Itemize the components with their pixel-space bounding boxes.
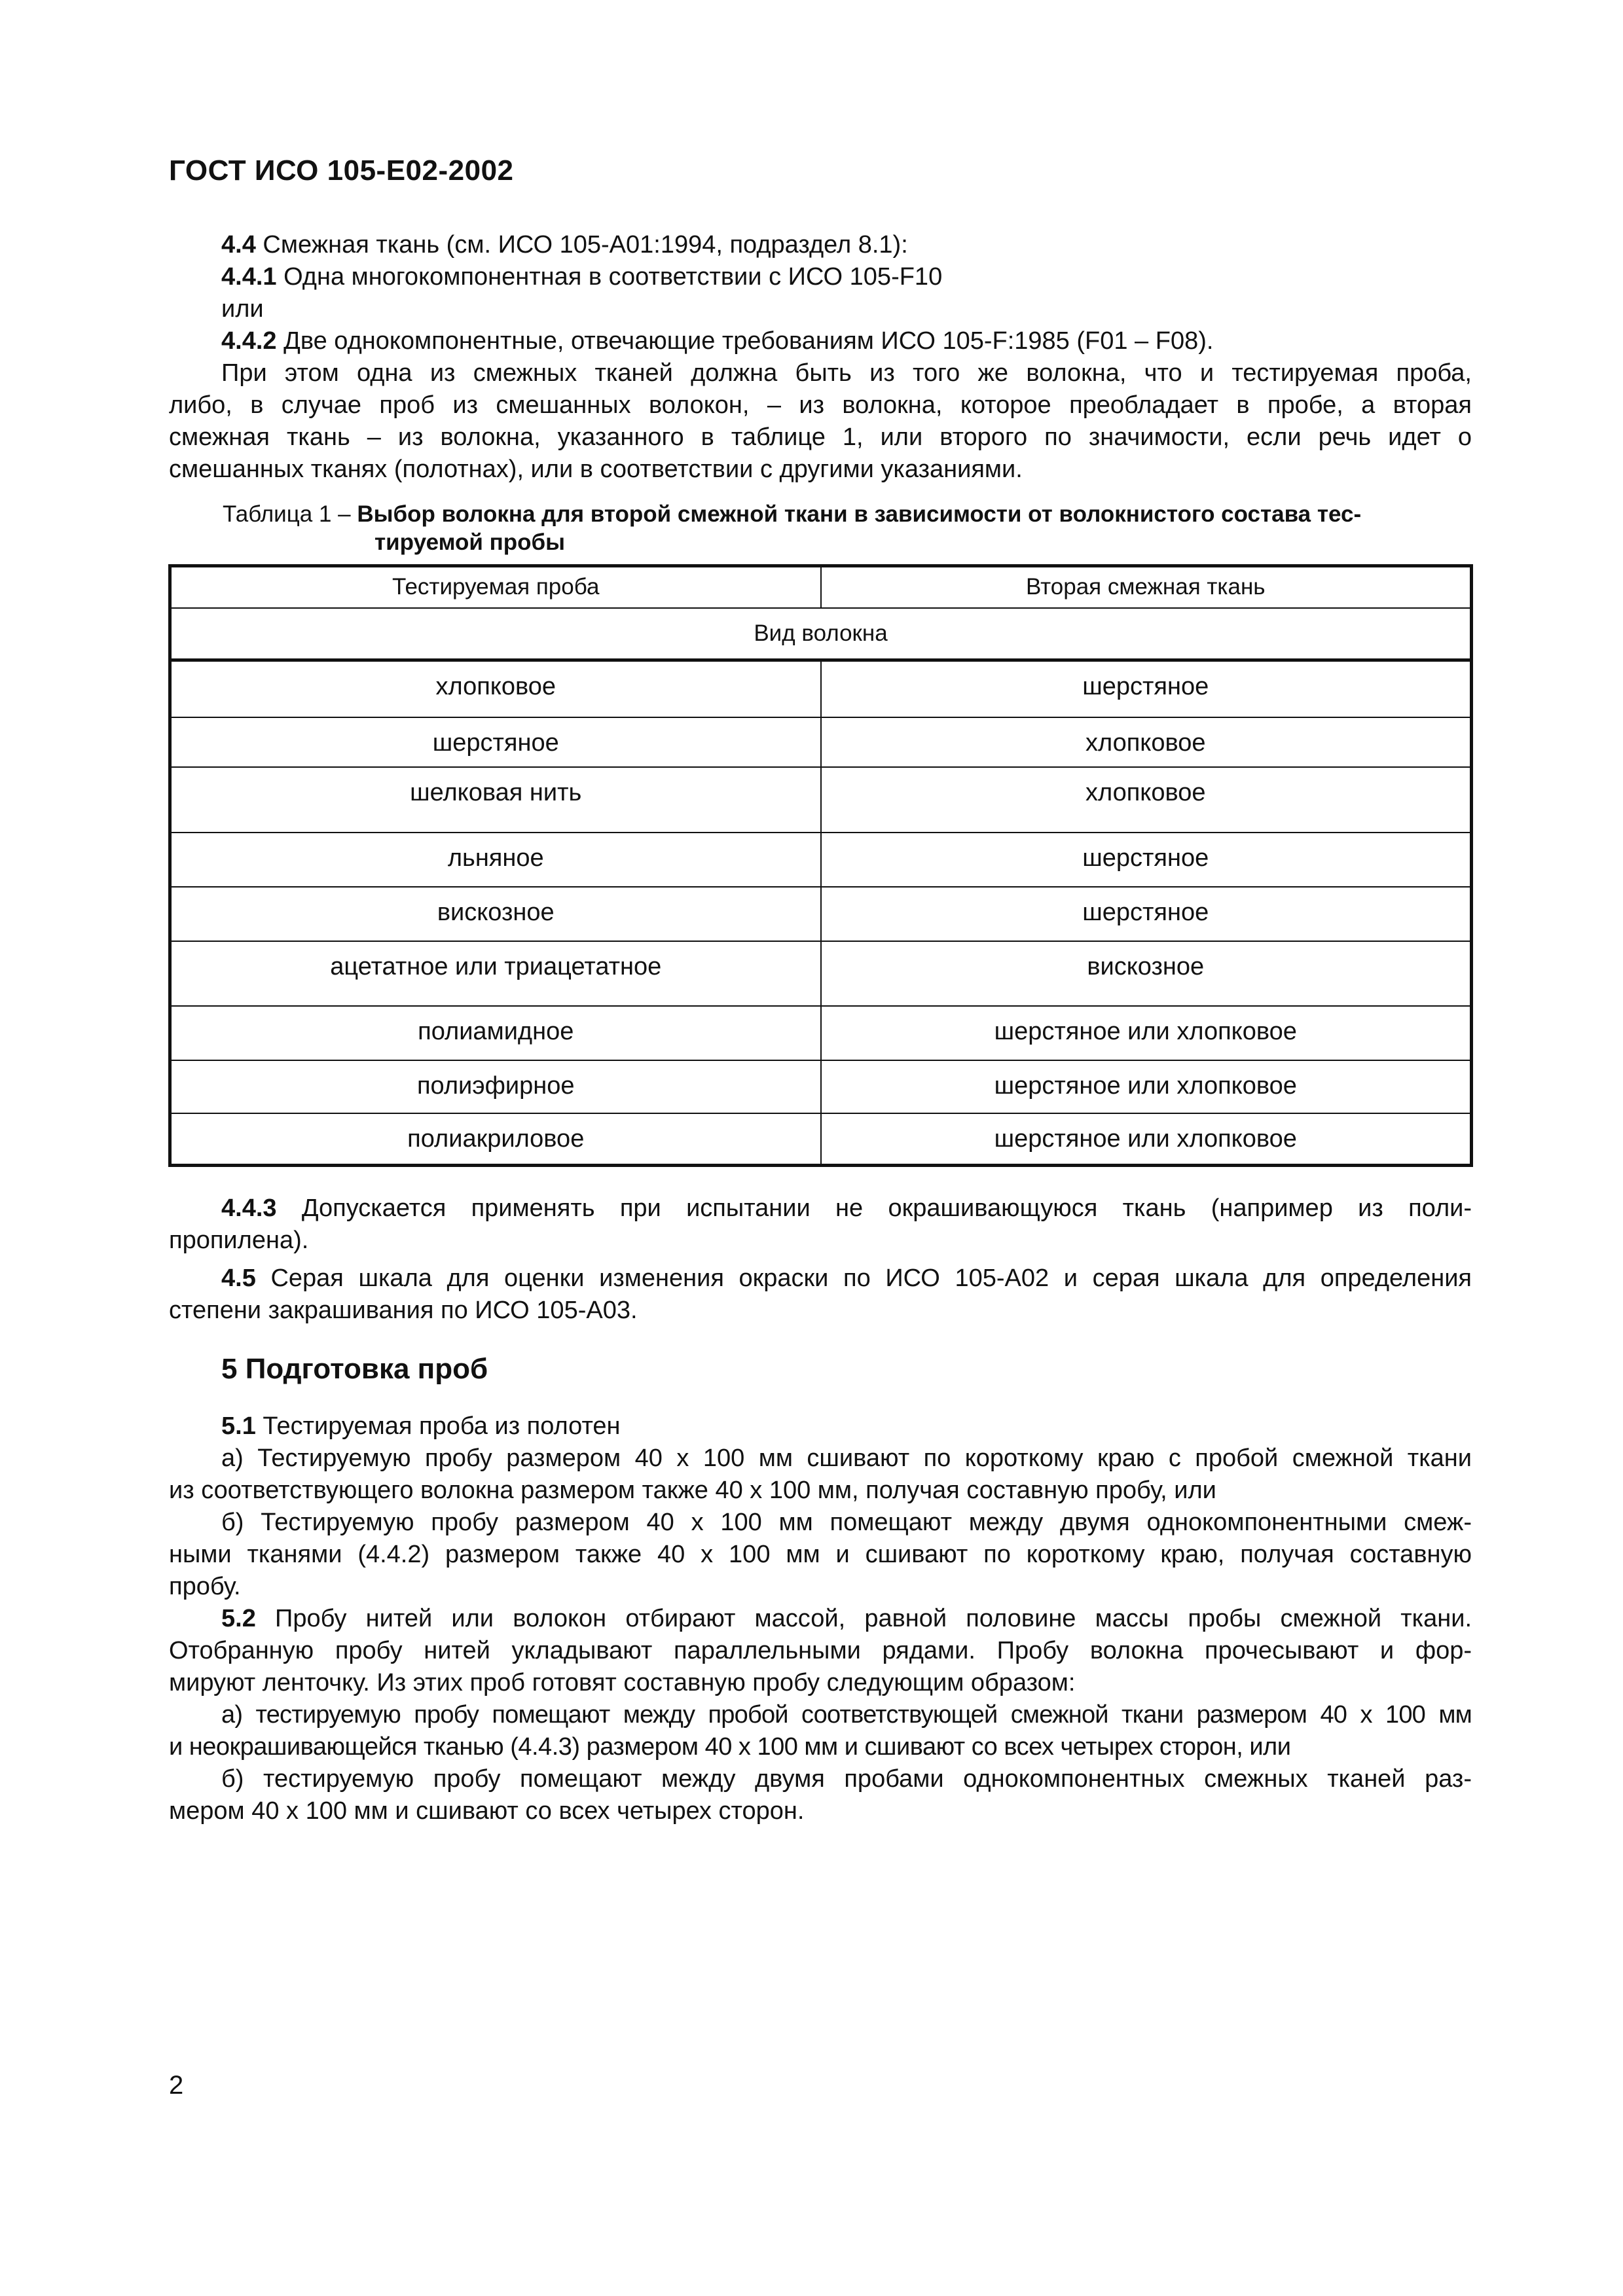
table-cell: шерстяное	[170, 717, 821, 767]
table-cell: шерстяное	[821, 660, 1472, 717]
clause-4-4-2	[221, 325, 1472, 357]
table-row	[170, 660, 1472, 717]
clause-text: Одна многокомпонентная в соответствии с ИСО 105-F10	[276, 263, 943, 291]
table-row	[170, 717, 1472, 767]
table-row	[170, 1113, 1472, 1166]
table-cell: полиакриловое	[170, 1113, 821, 1166]
table-header-row	[170, 566, 1472, 608]
column-subheader-fiber-type: Вид волокна	[170, 608, 1472, 660]
paragraph-line: мером 40 х 100 мм и сшивают со всех четырех сторон.	[169, 1797, 805, 1825]
clause-number: 5.2	[221, 1605, 256, 1632]
table-row	[170, 833, 1472, 887]
table-subheader-row	[170, 608, 1472, 660]
clause-4-5	[221, 1263, 1472, 1295]
table-cell: ацетатное или триацетатное	[170, 941, 821, 1006]
clause-5-2	[221, 1603, 1472, 1635]
paragraph-line: а) тестируемую пробу помещают между пробой соответствующей смежной ткани размером 40 х 100 мм	[221, 1701, 1472, 1729]
paragraph-line: пропилена).	[169, 1227, 309, 1254]
table-caption-continued	[374, 528, 565, 556]
paragraph-line: б) Тестируемую пробу размером 40 х 100 мм помещают между двумя однокомпонентными смеж-	[221, 1509, 1472, 1536]
table-row	[170, 887, 1472, 941]
paragraph-line: и неокрашивающейся тканью (4.4.3) размером 40 х 100 мм и сшивают со всех четырех сторон, или	[169, 1733, 1291, 1761]
clause-text: Две однокомпонентные, отвечающие требованиям ИСО 105-F:1985 (F01 – F08).	[276, 327, 1214, 355]
table-row	[170, 767, 1472, 833]
clause-number: 5.1	[221, 1412, 256, 1440]
clause-text: Допускается применять при испытании не окрашивающуюся ткань (например из поли-	[276, 1194, 1472, 1222]
table-row	[170, 1060, 1472, 1113]
paragraph-line: мируют ленточку. Из этих проб готовят составную пробу следующим образом:	[169, 1669, 1076, 1696]
paragraph-line: степени закрашивания по ИСО 105-А03.	[169, 1297, 638, 1324]
paragraph-line: а) Тестируемую пробу размером 40 х 100 мм сшивают по короткому краю с пробой смежной ткани	[221, 1444, 1472, 1472]
table-cell: хлопковое	[821, 717, 1472, 767]
paragraph-line: ными тканями (4.4.2) размером также 40 х 100 мм и сшивают по короткому краю, получая составную	[169, 1541, 1472, 1568]
clause-5-1	[221, 1410, 1472, 1443]
table-cell: шерстяное	[821, 833, 1472, 887]
clause-or	[221, 293, 1472, 325]
column-header-test-sample: Тестируемая проба	[170, 566, 821, 608]
table-row	[170, 941, 1472, 1006]
table-cell: шерстяное или хлопковое	[821, 1060, 1472, 1113]
clause-number: 4.4	[221, 231, 256, 259]
table-caption	[223, 500, 1361, 528]
paragraph-line: либо, в случае проб из смешанных волокон, – из волокна, которое преобладает в пробе, а вторая	[169, 391, 1472, 419]
clause-text: Пробу нитей или волокон отбирают массой, равной половине массы пробы смежной ткани.	[255, 1605, 1472, 1632]
table-cell: льняное	[170, 833, 821, 887]
clause-4-4	[221, 229, 1472, 261]
page-number: 2	[169, 2071, 184, 2100]
table-cell: шерстяное или хлопковое	[821, 1113, 1472, 1166]
table-cell: полиэфирное	[170, 1060, 821, 1113]
table-cell: вискозное	[821, 941, 1472, 1006]
column-header-second-adjacent-fabric: Вторая смежная ткань	[821, 566, 1472, 608]
clause-text: Тестируемая проба из полотен	[255, 1412, 621, 1440]
clause-text: или	[221, 295, 264, 323]
section-heading: 5 Подготовка проб	[221, 1353, 488, 1385]
clause-4-4-3	[221, 1193, 1472, 1225]
clause-number: 4.4.3	[221, 1194, 277, 1222]
table-cell: вискозное	[170, 887, 821, 941]
paragraph-line: б) тестируемую пробу помещают между двумя пробами однокомпонентных смежных тканей раз-	[221, 1765, 1472, 1793]
fiber-selection-table	[168, 564, 1473, 1167]
paragraph-line: из соответствующего волокна размером также 40 х 100 мм, получая составную пробу, или	[169, 1477, 1216, 1504]
paragraph-line: смежная ткань – из волокна, указанного в таблице 1, или второго по значимости, если речь идет о	[169, 423, 1472, 451]
paragraph-line: Отобранную пробу нитей укладывают параллельными рядами. Пробу волокна прочесывают и фор-	[169, 1637, 1472, 1664]
table-cell: хлопковое	[821, 767, 1472, 833]
table-cell: шерстяное	[821, 887, 1472, 941]
table-cell: шерстяное или хлопковое	[821, 1006, 1472, 1060]
clause-text: Серая шкала для оценки изменения окраски по ИСО 105-А02 и серая шкала для определения	[255, 1265, 1472, 1292]
table-cell: полиамидное	[170, 1006, 821, 1060]
paragraph-line: При этом одна из смежных тканей должна быть из того же волокна, что и тестируемая проба,	[221, 359, 1472, 387]
clause-number: 4.4.2	[221, 327, 277, 355]
paragraph-line: пробу.	[169, 1573, 241, 1600]
clause-number: 4.4.1	[221, 263, 277, 291]
table-cell: хлопковое	[170, 660, 821, 717]
clause-4-4-1	[221, 261, 1472, 293]
table-cell: шелковая нить	[170, 767, 821, 833]
table-caption-prefix: Таблица 1 –	[223, 501, 357, 527]
table-row	[170, 1006, 1472, 1060]
paragraph-line: смешанных тканях (полотнах), или в соответствии с другими указаниями.	[169, 456, 1023, 483]
table-caption-title-2: тируемой пробы	[374, 529, 566, 555]
table-caption-title: Выбор волокна для второй смежной ткани в зависимости от волокнистого состава тес-	[357, 501, 1362, 527]
document-header-title: ГОСТ ИСО 105-Е02-2002	[169, 154, 514, 187]
clause-text: Смежная ткань (см. ИСО 105-А01:1994, подраздел 8.1):	[255, 231, 908, 259]
clause-number: 4.5	[221, 1265, 256, 1292]
